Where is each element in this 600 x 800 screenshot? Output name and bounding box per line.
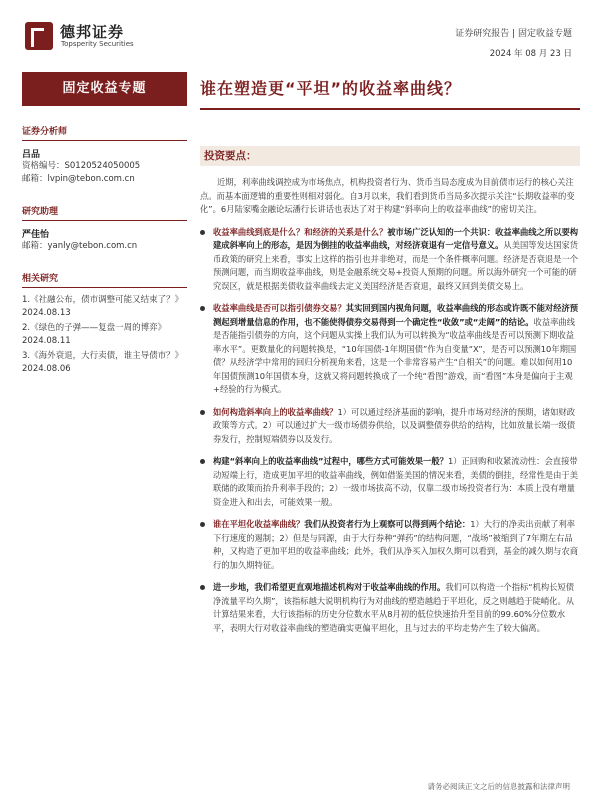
brand-name: 德邦证券	[60, 23, 125, 41]
sidebar	[22, 72, 187, 378]
divider	[22, 287, 187, 288]
intro-paragraph: 近期，利率曲线调控成为市场焦点，机构投资者行为、货币当局态度成为目前债市运行的核心关注点。而基本面逻辑的重要性则相对弱化。自3月以来，我们看到货币当局多次提示关注“长期收益率的变化”。6月陆家嘴金融论坛潘行长讲话也表达了对于构建“斜率向上的收益率曲线”的密切关注。	[200, 177, 575, 214]
bullet-text: 1）可以通过经济基面的影响，提升市场对经济的预期，诸如财政政策等方式。2）可以通过扩大一级市场债券供给，以及调整债券供给的结构，比如放量长端一级债券发行，控制短端债券以及发行。	[213, 406, 576, 444]
bullet-ineffective-methods	[200, 455, 580, 509]
related-section-label: 相关研究	[22, 274, 59, 284]
analyst-name: 吕品	[22, 150, 41, 160]
divider	[22, 140, 187, 141]
bullet-text: 从美国等发达国家货币政策的研究上来看，事实上这样的指引也并非绝对，而是一个条件概率问题。经济是否衰退是一个预测问题，而当期收益率曲线，则是金融系统交易+投资人预期的问题。所以海外研究一个可能的研究误区，就是根据美债收益率曲线去定义美国经济是否衰退，最终又回到美债交易上。	[213, 240, 579, 291]
related-report-item[interactable]: 2.《绿色的子弹——复盘一周的博弈》 2024.08.11	[22, 323, 167, 346]
bullet-text: 1）正回购和收紧流动性：会直接带动短端上行，造成更加平坦的收益率曲线，例如借鉴美国的情况来看，美债的倒挂，经常性是由于美联储的政策而抬升利率手段的；2）一级市场拔高不动，仅靠二级市场投资者行为：本质上没有增量资金进入和出去，可能效果一般。	[213, 456, 579, 507]
assistant-section-label: 研究助理	[22, 207, 59, 217]
bullet-emphasis: 被市场广泛认知的一个共识：收益率曲线之所以要构建成斜率向上的形态，是因为倒挂的收益率曲线，对经济衰退有一定信号意义。	[213, 226, 579, 250]
divider	[22, 220, 187, 221]
analyst-email[interactable]: 邮箱：lvpin@tebon.com.cn	[22, 174, 135, 184]
bullet-who-flattens	[200, 518, 580, 572]
bullet-question: 收益率曲线是否可以指引债券交易？	[213, 303, 346, 313]
bullet-curve-definition	[200, 226, 580, 294]
related-report-list	[22, 294, 187, 376]
main-content	[200, 72, 580, 635]
related-report-item[interactable]: 1.《社融公布，债市调整可能又结束了？》 2024.08.13	[22, 295, 184, 318]
bullet-text: 收益率曲线是否能指引债券的方向，这个问题从实操上我们认为可以转换为“收益率曲线是否可以预测下期收益率水平”。更数量化的问题转换是，“10年国债-1年期国债”作为自变量“X”，是否可以预测10年期国债？从经济学中常用的回归分析视角来看，这是一个非常容易产生“自相关”的问题。难以如何用10年国债预测10年国债本身，这就又将问题转换成了一个纯“看图”游戏，而“看图”本身是偏向于主观+经验的行为模式。	[213, 316, 577, 394]
bullet-text: 1）大行的净卖出贡献了利率下行速度的遏制；2）但是与同源，由于大行券种“弹药”的结构问题，“战场”被缩到了7年期左右品种，又构造了更加平坦的收益率曲线；此外，我们从净买入加权久期可以看到，基金的减久期与农商行的加久期特征。	[213, 519, 579, 570]
assistant-email[interactable]: 邮箱：yanly@tebon.com.cn	[22, 241, 138, 251]
report-date: 2024 年 08 月 23 日	[489, 49, 572, 59]
report-type: 证券研究报告 | 固定收益专题	[455, 29, 572, 39]
brand-logo-icon	[25, 22, 53, 50]
bullet-construct-curve	[200, 406, 580, 447]
assistant-name: 严佳怡	[22, 230, 50, 240]
bullet-question: 收益率曲线到底是什么？和经济的关系是什么？	[213, 226, 388, 237]
report-header	[0, 0, 600, 64]
report-title: 谁在塑造更“平坦”的收益率曲线？	[200, 79, 462, 98]
analyst-section-label: 证券分析师	[22, 127, 68, 137]
disclaimer-footer: 请务必阅读正文之后的信息披露和法律声明	[427, 782, 570, 791]
bullet-duration-indicator	[200, 581, 580, 635]
bullet-question: 谁在平坦化收益率曲线？	[213, 519, 305, 529]
bullet-emphasis: 其实回到国内视角问题，收益率曲线的形态或许既不能对经济预测起到增量信息的作用，也不能使得债券交易得到一个确定性“收敛”或“走阔”的结论。	[213, 303, 579, 327]
topic-banner: 固定收益专题	[22, 72, 187, 106]
bullet-emphasis: 我们从投资者行为上观察可以得到两个结论：	[304, 519, 471, 529]
analyst-cert: 资格编号：S0120524050005	[22, 161, 141, 171]
brand-name-en: Topsperity Securities	[61, 40, 134, 48]
bullet-question: 如何构造斜率向上的收益率曲线？	[213, 406, 338, 417]
bullet-curve-trading	[200, 302, 580, 397]
bullet-emphasis: 进一步地，我们希望更直观地描述机构对于收益率曲线的作用。	[213, 582, 446, 592]
bullet-text: 我们可以构造一个指标“机构长短债净流量平均久期”，该指标越大说明机构行为对曲线的塑造越趋于平坦化，反之则越趋于陡峭化。从计算结果来看，大行该指标的历史分位数水平从8月初的低位快速抬升至目前的99.60%分位数水平，表明大行对收益率曲线的塑造确实更偏平坦化，且与过去的平均走势产生了较大偏离。	[213, 582, 575, 633]
bullet-emphasis: 构建“斜率向上的收益率曲线”过程中，哪些方式可能效果一般？	[213, 456, 448, 466]
key-points-heading: 投资要点：	[200, 146, 580, 166]
related-report-item[interactable]: 3.《海外衰退，大行卖债，谁主导债市？》 2024.08.06	[22, 351, 184, 374]
title-divider	[200, 108, 580, 110]
